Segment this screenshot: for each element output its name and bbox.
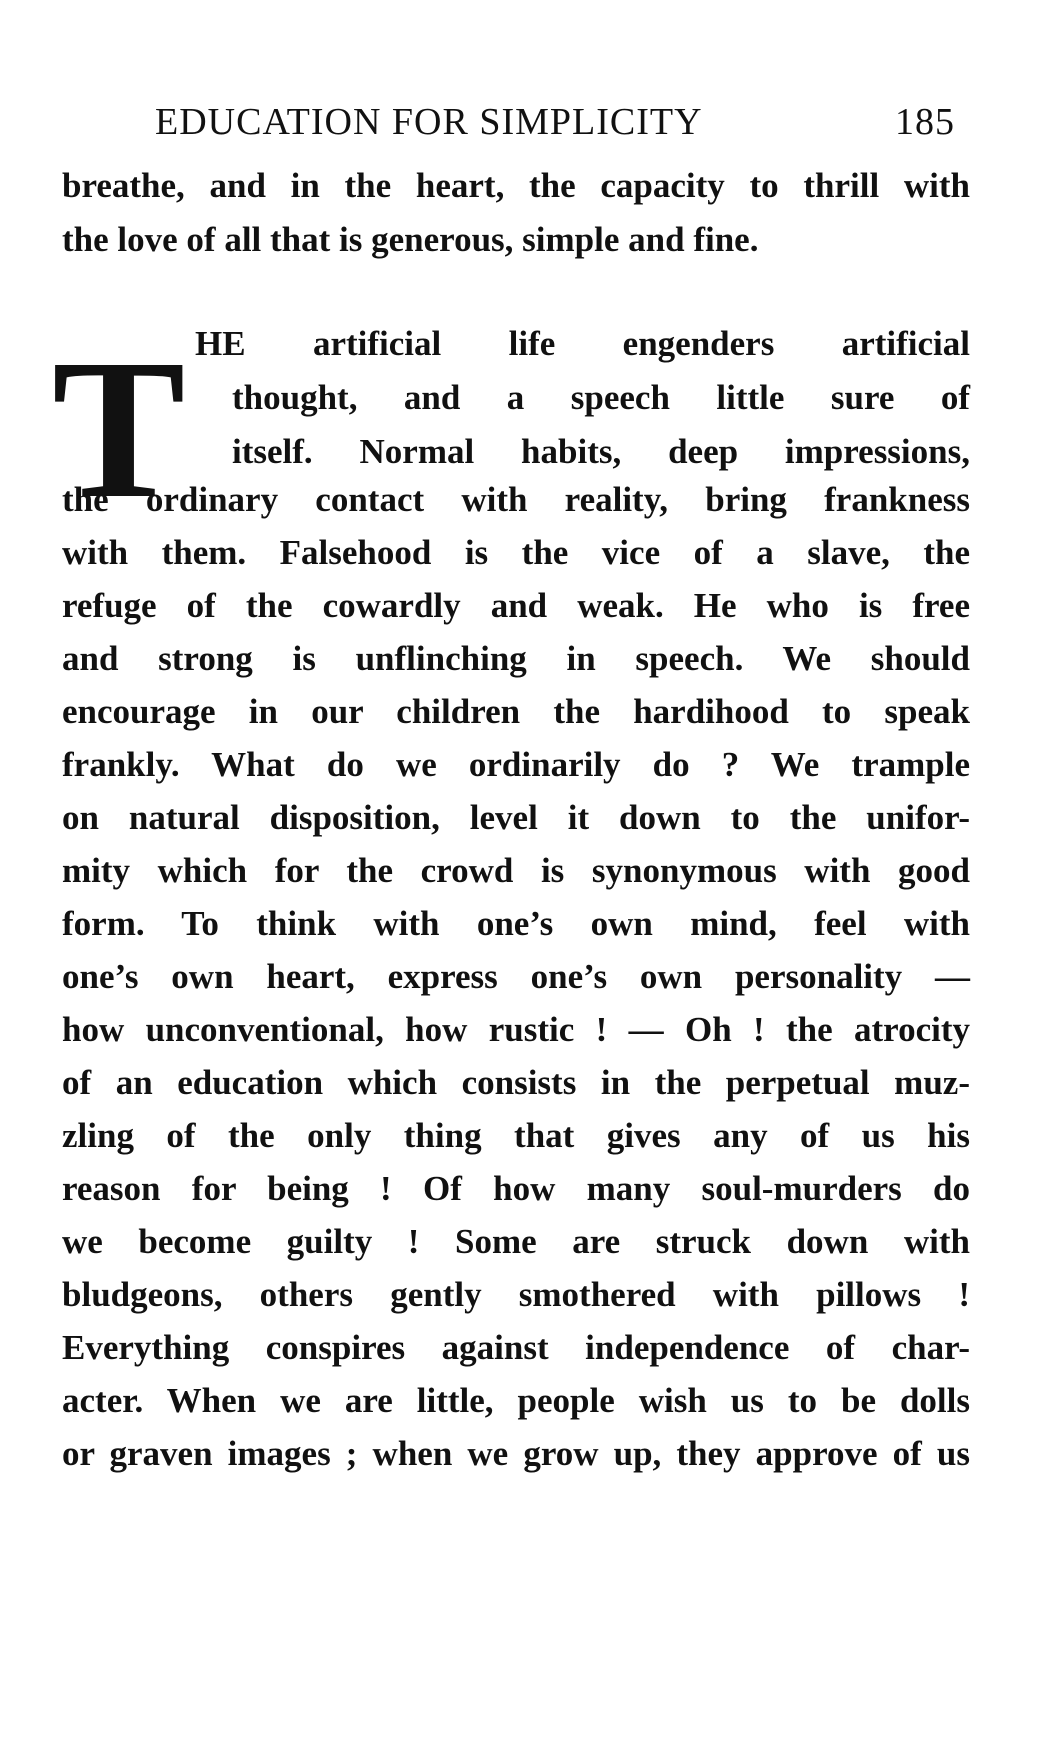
text-line: of an education which consists in the perpetual muz- <box>62 1063 970 1102</box>
text-line: or graven images ; when we grow up, they approve of us <box>62 1434 970 1473</box>
text-line: one’s own heart, express one’s own personality — <box>62 957 970 996</box>
page-number: 185 <box>895 101 955 143</box>
text-line: the ordinary contact with reality, bring frankness <box>62 480 970 519</box>
text-line: on natural disposition, level it down to the unifor- <box>62 798 970 837</box>
running-header <box>155 100 955 160</box>
text-line: Everything conspires against independence of char- <box>62 1328 970 1367</box>
text-line: refuge of the cowardly and weak. He who is free <box>62 586 970 625</box>
text-line: acter. When we are little, people wish us to be dolls <box>62 1381 970 1420</box>
text-line: mity which for the crowd is synonymous with good <box>62 851 970 890</box>
text-line: with them. Falsehood is the vice of a slave, the <box>62 533 970 572</box>
text-line: zling of the only thing that gives any of us his <box>62 1116 970 1155</box>
text-line: encourage in our children the hardihood to speak <box>62 692 970 731</box>
text-line: breathe, and in the heart, the capacity to thrill with <box>62 166 970 205</box>
text-line: HE artificial life engenders artificial <box>195 324 970 363</box>
text-line: frankly. What do we ordinarily do ? We trample <box>62 745 970 784</box>
text-line: we become guilty ! Some are struck down with <box>62 1222 970 1261</box>
text-line: form. To think with one’s own mind, feel with <box>62 904 970 943</box>
text-line: the love of all that is generous, simple and fine. <box>62 220 759 259</box>
text-line: reason for being ! Of how many soul-murders do <box>62 1169 970 1208</box>
text-line: how unconventional, how rustic ! — Oh ! the atrocity <box>62 1010 970 1049</box>
drop-cap: T <box>52 319 186 540</box>
text-line: bludgeons, others gently smothered with pillows ! <box>62 1275 970 1314</box>
text-line: itself. Normal habits, deep impressions, <box>232 432 970 471</box>
running-title: EDUCATION FOR SIMPLICITY <box>155 101 703 143</box>
text-line: and strong is unflinching in speech. We should <box>62 639 970 678</box>
text-line: thought, and a speech little sure of <box>232 378 970 417</box>
